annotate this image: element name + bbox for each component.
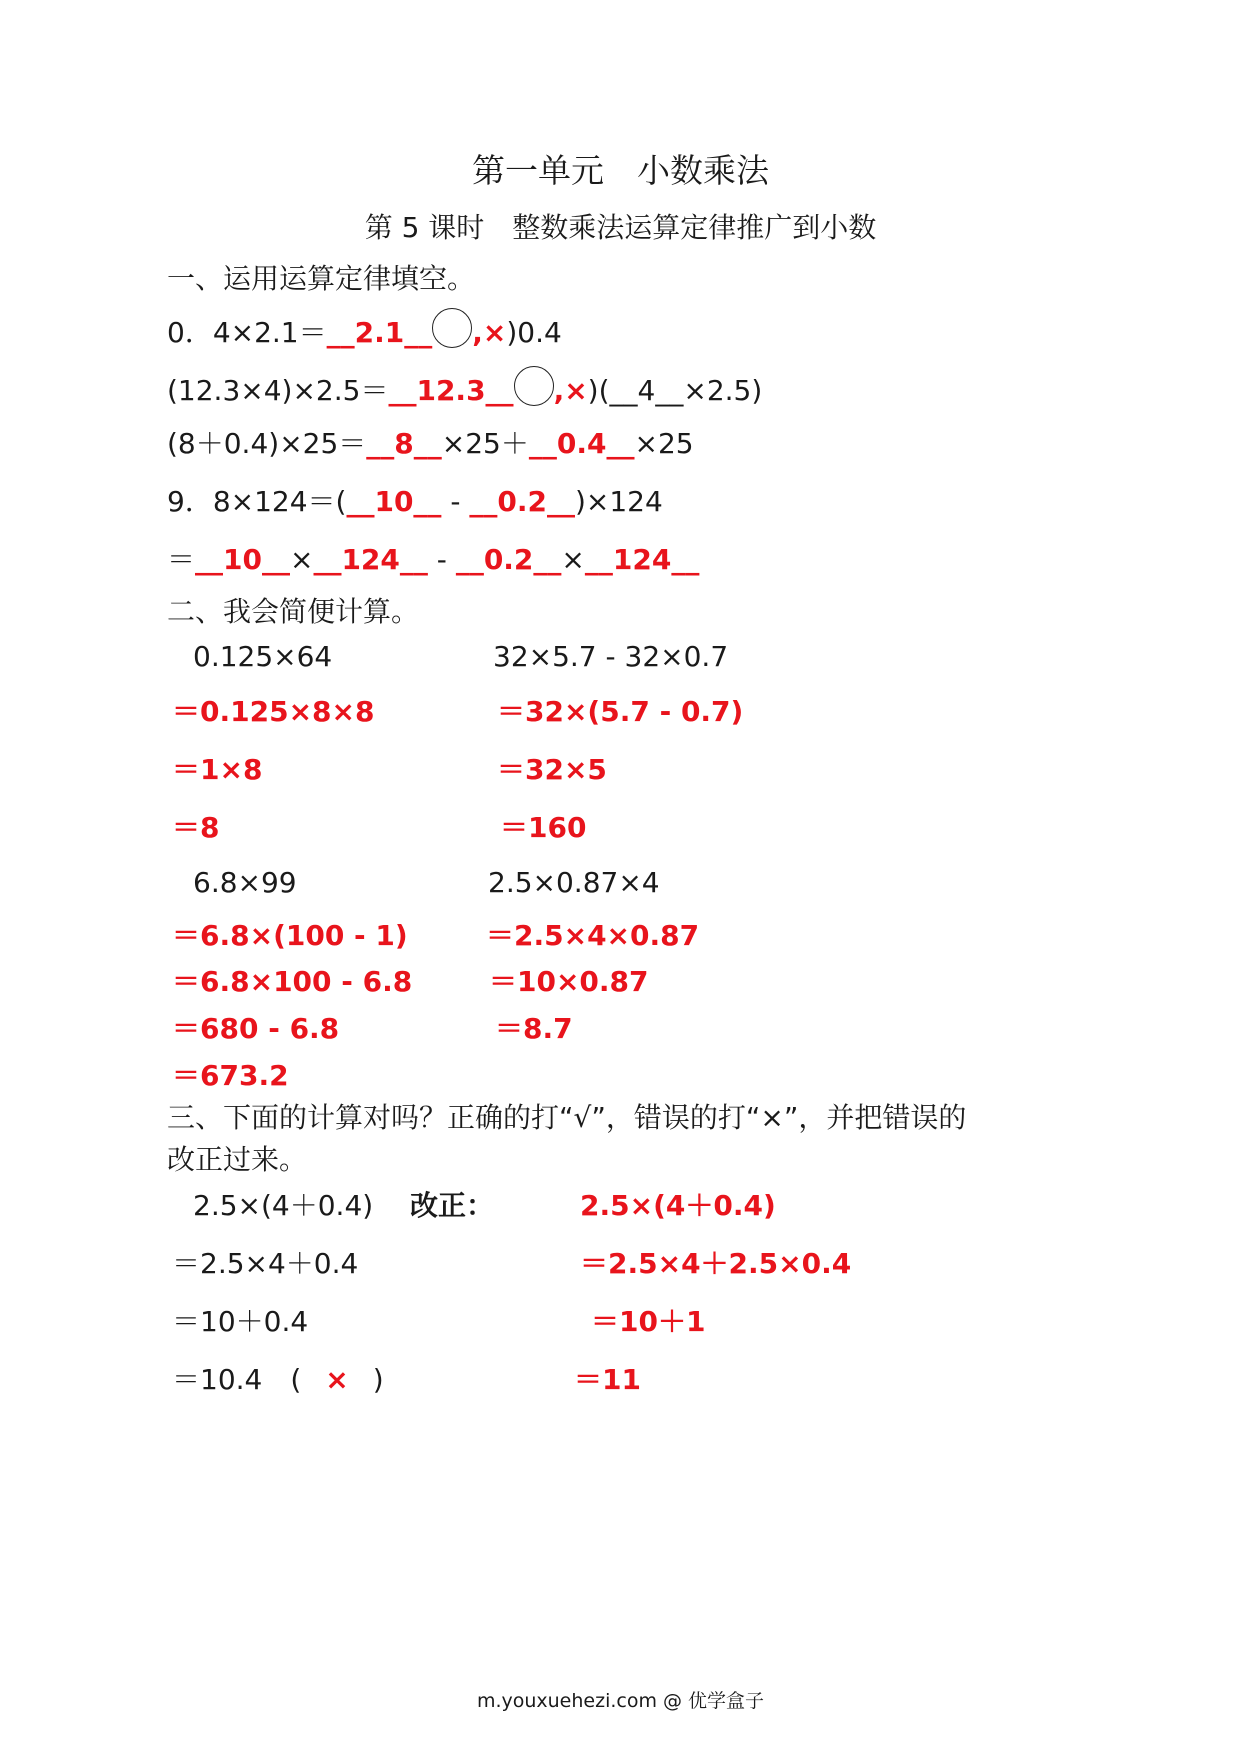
problem-3-step: ＝680 - 6.8	[172, 1012, 340, 1045]
line2-text-a: (12.3×4)×2.5＝	[167, 374, 389, 407]
page-title: 第一单元 小数乘法	[472, 151, 769, 190]
line5-text-b: ×	[289, 543, 314, 576]
problem-1-question: 0.125×64	[193, 640, 333, 673]
paren-close: )	[372, 1363, 384, 1396]
line3-blank-2: __0.4__	[528, 427, 635, 460]
circle-blank	[514, 366, 554, 406]
problem-2-step: ＝160	[500, 811, 587, 844]
section3-heading: 三、下面的计算对吗？正确的打“√”，错误的打“×”，并把错误的	[167, 1101, 967, 1134]
line3-text-a: (8＋0.4)×25＝	[167, 427, 367, 460]
section1-heading: 一、运用运算定律填空。	[167, 262, 476, 295]
line2-text-c: ×2.5)	[683, 374, 763, 407]
check-wrong-step: ＝10.4	[172, 1363, 263, 1396]
line5-text-c: -	[427, 543, 456, 576]
line1-answer-blank: __2.1__	[326, 316, 433, 349]
line5-text-d: ×	[561, 543, 585, 576]
correction-step: 2.5×(4＋0.4)	[580, 1189, 776, 1222]
check-question: 2.5×(4＋0.4)	[193, 1189, 374, 1222]
footer-source: m.youxuehezi.com @ 优学盒子	[476, 1690, 765, 1712]
problem-1-step: ＝1×8	[172, 753, 263, 786]
line5-blank-3: __0.2__	[455, 543, 562, 576]
paren-open: (	[290, 1363, 302, 1396]
correction-label: 改正：	[410, 1189, 495, 1222]
line5-blank-1: __10__	[195, 543, 290, 576]
line4-blank-2: __0.2__	[469, 485, 575, 518]
check-wrong-step: ＝2.5×4＋0.4	[172, 1247, 359, 1280]
line3-text-b: ×25＋	[441, 427, 529, 460]
correction-step: ＝10＋1	[591, 1305, 706, 1338]
problem-3-question: 6.8×99	[193, 866, 297, 899]
problem-3-step: ＝6.8×100 - 6.8	[172, 965, 413, 998]
fill-line-2	[167, 366, 762, 409]
problem-4-step: ＝10×0.87	[489, 965, 649, 998]
line5-blank-2: __124__	[313, 543, 428, 576]
problem-3-step: ＝6.8×(100 - 1)	[172, 919, 408, 952]
line4-text-c: )×124	[574, 485, 663, 518]
wrong-mark: ×	[325, 1363, 349, 1396]
problem-4-step: ＝8.7	[495, 1012, 573, 1045]
line4-blank-1: __10__	[346, 485, 442, 518]
problem-3-step: ＝673.2	[172, 1059, 289, 1092]
line2-blank-2: __4__	[609, 374, 684, 407]
problem-1-step: ＝0.125×8×8	[172, 695, 375, 728]
check-wrong-step: ＝10＋0.4	[172, 1305, 309, 1338]
section2-heading: 二、我会简便计算。	[167, 595, 420, 628]
problem-2-question: 32×5.7 - 32×0.7	[493, 640, 729, 673]
lesson-subtitle: 第 5 课时 整数乘法运算定律推广到小数	[364, 211, 877, 244]
line2-answer-blank: __12.3__	[388, 374, 514, 407]
problem-4-step: ＝2.5×4×0.87	[486, 919, 700, 952]
line5-blank-4: __124__	[584, 543, 700, 576]
line3-blank-1: __8__	[366, 427, 442, 460]
correction-step: ＝11	[574, 1363, 641, 1396]
line5-text-a: ＝	[167, 543, 196, 576]
problem-1-step: ＝8	[172, 811, 220, 844]
line1-text-b: )0.4	[506, 316, 562, 349]
section3-heading-cont: 改正过来。	[167, 1143, 308, 1176]
circle-blank	[432, 308, 472, 348]
problem-2-step: ＝32×5	[497, 753, 607, 786]
line1-answer-op: ,×	[472, 316, 507, 349]
line2-answer-op: ,×	[553, 374, 588, 407]
fill-line-5	[167, 538, 699, 578]
check-wrong-result	[172, 1358, 384, 1398]
line4-text-b: -	[441, 485, 470, 518]
line3-text-c: ×25	[634, 427, 694, 460]
correction-step: ＝2.5×4＋2.5×0.4	[580, 1247, 852, 1280]
problem-4-question: 2.5×0.87×4	[488, 866, 660, 899]
fill-line-3	[167, 422, 694, 462]
line4-text-a: 9．8×124＝(	[167, 485, 347, 518]
problem-2-step: ＝32×(5.7 - 0.7)	[497, 695, 744, 728]
fill-line-1	[167, 308, 562, 351]
fill-line-4	[167, 480, 663, 520]
line1-text-a: 0．4×2.1＝	[167, 316, 327, 349]
line2-text-b: )(	[587, 374, 610, 407]
